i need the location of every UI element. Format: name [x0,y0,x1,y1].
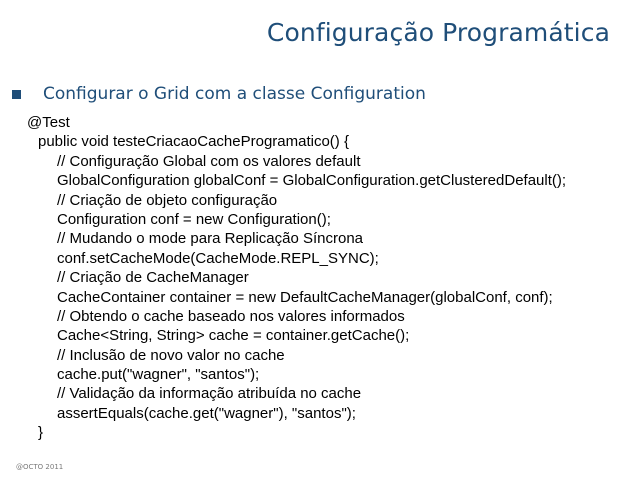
code-comment: // Configuração Global com os valores default [57,152,361,170]
code-comment: // Inclusão de novo valor no cache [57,346,285,364]
bullet-item [12,84,426,104]
code-line: @Test [27,114,70,131]
code-line: } [38,424,44,442]
code-line: CacheContainer container = new DefaultCacheManager(globalConf, conf); [57,288,553,306]
code-line: conf.setCacheMode(CacheMode.REPL_SYNC); [57,249,379,267]
code-block [27,113,566,443]
code-comment: // Criação de CacheManager [57,269,249,287]
code-comment: // Criação de objeto configuração [57,191,278,209]
code-comment: // Obtendo o cache baseado nos valores informados [57,307,405,325]
code-line: public void testeCriacaoCacheProgramatico() { [38,133,349,151]
code-line: Cache<String, String> cache = container.getCache(); [57,327,410,345]
square-bullet-icon [12,90,21,99]
code-comment: // Mudando o mode para Replicação Síncrona [57,230,364,248]
code-comment: // Validação da informação atribuída no cache [57,385,362,403]
code-line: cache.put("wagner", "santos"); [57,366,260,384]
code-line: GlobalConfiguration globalConf = GlobalConfiguration.getClusteredDefault(); [57,172,567,190]
bullet-text: Configurar o Grid com a classe Configuration [43,84,426,104]
footer-copyright: @OCTO 2011 [16,463,64,471]
slide-title: Configuração Programática [266,18,610,47]
code-line: assertEquals(cache.get("wagner"), "santos"); [57,404,356,422]
code-line: Configuration conf = new Configuration(); [57,210,331,228]
